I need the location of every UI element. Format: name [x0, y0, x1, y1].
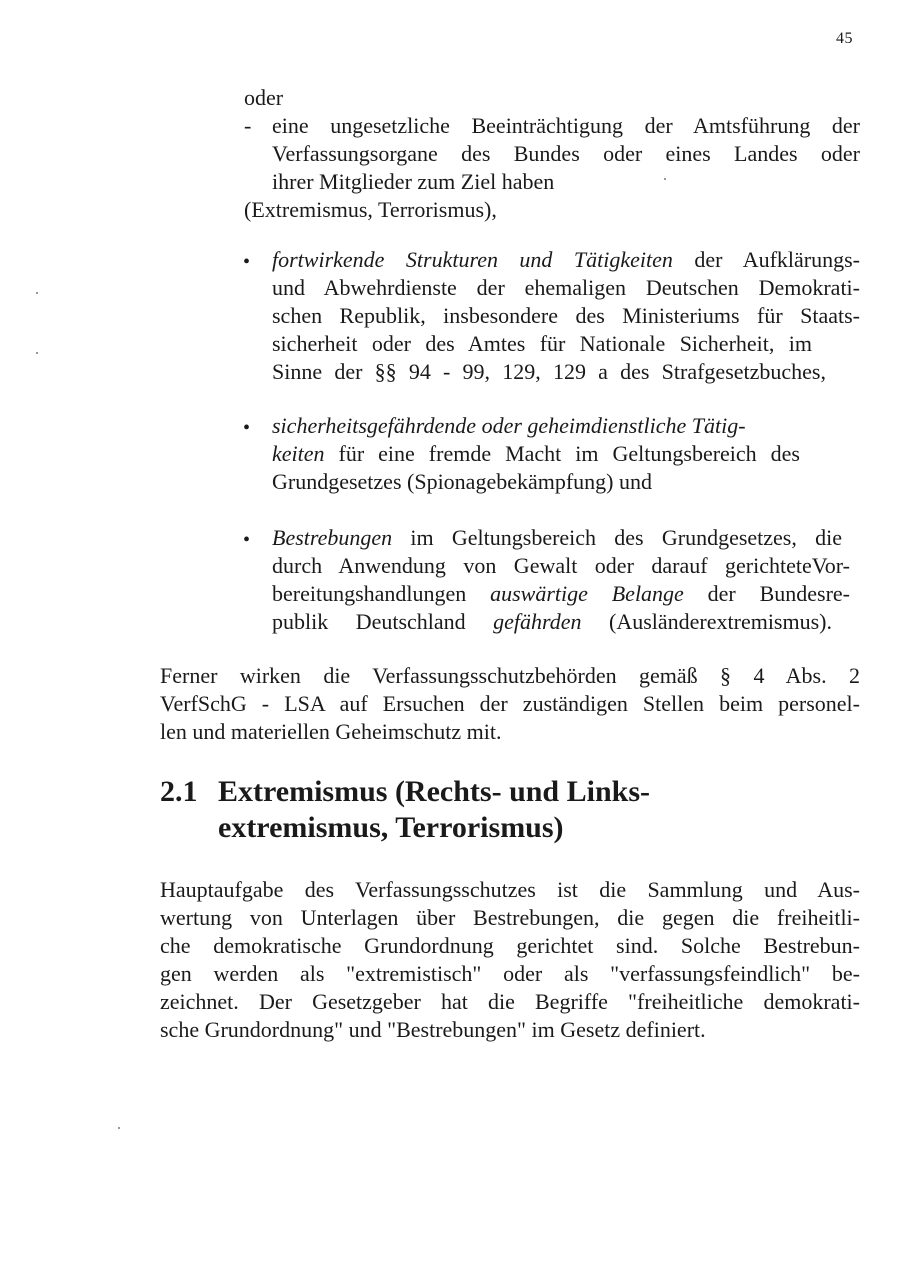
- italic-term: keiten: [272, 441, 325, 466]
- paragraph-line: che demokratische Grundordnung gerichtet sind. Solche Bestrebun-: [160, 933, 860, 958]
- paragraph-line: VerfSchG - LSA auf Ersuchen der zuständigen Stellen beim personel-: [160, 691, 860, 716]
- italic-term: Bestrebungen: [272, 525, 393, 550]
- paragraph-line: Ferner wirken die Verfassungsschutzbehörden gemäß § 4 Abs. 2: [160, 663, 860, 688]
- scan-speck: [36, 352, 38, 354]
- paragraph-line: Hauptaufgabe des Verfassungsschutzes ist die Sammlung und Aus-: [160, 877, 860, 902]
- paragraph-line: sche Grundordnung" und "Bestrebungen" im Gesetz definiert.: [160, 1017, 706, 1042]
- paragraph-line: len und materiellen Geheimschutz mit.: [160, 719, 502, 744]
- bullet-line: [272, 412, 746, 440]
- bullet-line: und Abwehrdienste der ehemaligen Deutschen Demokrati-: [272, 275, 860, 300]
- bullet-line: fortwirkende Strukturen und Tätigkeiten der Aufklärungs-: [272, 247, 860, 272]
- italic-term: fortwirkende Strukturen und Tätigkeiten: [272, 247, 673, 272]
- bullet-line: publik Deutschland gefährden (Ausländerextremismus).: [272, 609, 832, 634]
- bullet-marker: •: [243, 251, 251, 273]
- paragraph-line: gen werden als "extremistisch" oder als "verfassungsfeindlich" be-: [160, 961, 860, 986]
- bullet-marker: •: [243, 417, 251, 439]
- bullet-line: schen Republik, insbesondere des Ministeriums für Staats-: [272, 303, 860, 328]
- bullet-line: Bestrebungen im Geltungsbereich des Grundgesetzes, die: [272, 525, 842, 550]
- bullet-line: bereitungshandlungen auswärtige Belange der Bundesre-: [272, 581, 850, 606]
- paragraph-line: wertung von Unterlagen über Bestrebungen, die gegen die freiheitli-: [160, 905, 860, 930]
- dash-line-1: eine ungesetzliche Beeinträchtigung der Amtsführung der: [272, 113, 860, 138]
- dash-line-3: ihrer Mitglieder zum Ziel haben: [272, 169, 555, 194]
- paragraph-line: zeichnet. Der Gesetzgeber hat die Begriffe "freiheitliche demokrati-: [160, 989, 860, 1014]
- intro-closing: (Extremismus, Terrorismus),: [244, 197, 497, 222]
- scan-speck: [36, 292, 38, 294]
- dash-marker: -: [244, 113, 252, 138]
- section-title-line-2: extremismus, Terrorismus): [218, 811, 564, 844]
- bullet-line: durch Anwendung von Gewalt oder darauf gerichteteVor-: [272, 553, 850, 578]
- intro-oder: oder: [244, 85, 284, 110]
- scan-speck: [664, 178, 666, 180]
- bullet-marker: •: [243, 529, 251, 551]
- page-number: 45: [836, 30, 853, 47]
- bullet-line: keiten für eine fremde Macht im Geltungsbereich des: [272, 441, 800, 466]
- bullet-line: Sinne der §§ 94 - 99, 129, 129 a des Strafgesetzbuches,: [272, 359, 826, 384]
- italic-term: auswärtige Belange: [490, 581, 684, 606]
- section-number: 2.1: [160, 775, 198, 808]
- bullet-line: Grundgesetzes (Spionagebekämpfung) und: [272, 469, 653, 494]
- italic-term: gefährden: [493, 609, 582, 634]
- italic-term: sicherheitsgefährdende oder geheimdienstliche Tätig-: [272, 413, 746, 438]
- section-title-line-1: Extremismus (Rechts- und Links-: [218, 775, 650, 808]
- bullet-line: sicherheit oder des Amtes für Nationale Sicherheit, im: [272, 331, 812, 356]
- dash-line-2: Verfassungsorgane des Bundes oder eines Landes oder: [272, 141, 860, 166]
- scan-speck: [118, 1127, 120, 1129]
